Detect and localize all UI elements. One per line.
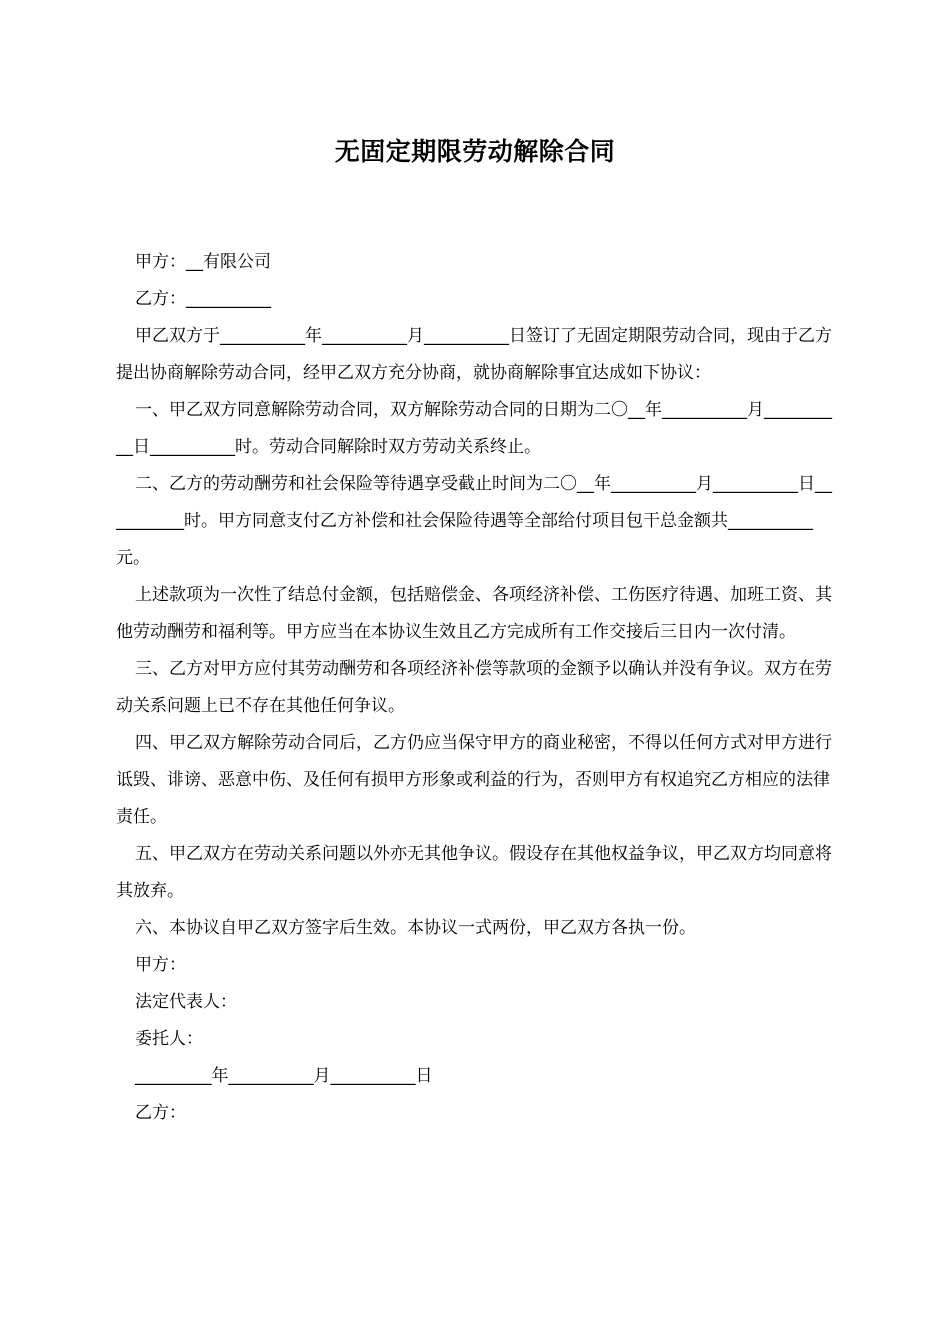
signature-legal-rep: 法定代表人：: [135, 992, 237, 1012]
paragraph-clause-3: 三、乙方对甲方应付其劳动酬劳和各项经济补偿等款项的金额予以确认并没有争议。双方在劳动关系问题上已不存在其他任何争议。: [116, 659, 832, 716]
paragraph-clause-6: 六、本协议自甲乙双方签字后生效。本协议一式两份，甲乙双方各执一份。: [135, 918, 696, 938]
paragraph-clause-1: 一、甲乙双方同意解除劳动合同，双方解除劳动合同的日期为二〇__年__________月__________日__________时。劳动合同解除时双方劳动关系终止。: [116, 400, 832, 457]
paragraph-clause-2: 二、乙方的劳动酬劳和社会保险等待遇享受截止时间为二〇__年__________月__________日__________时。甲方同意支付乙方补偿和社会保险待遇等全部给付项目包干总金额共__________元。: [116, 474, 832, 568]
signature-party-b: 乙方：: [135, 1103, 186, 1123]
signature-party-a: 甲方：: [135, 955, 186, 975]
paragraph-intro: 甲乙双方于__________年__________月__________日签订了无固定期限劳动合同，现由于乙方提出协商解除劳动合同，经甲乙双方充分协商，就协商解除事宜达成如下协议：: [116, 326, 832, 383]
signature-date: _________年__________月__________日: [135, 1066, 433, 1086]
paragraph-clause-5: 五、甲乙双方在劳动关系问题以外亦无其他争议。假设存在其他权益争议，甲乙双方均同意将其放弃。: [116, 844, 832, 901]
paragraph-payment: 上述款项为一次性了结总付金额，包括赔偿金、各项经济补偿、工伤医疗待遇、加班工资、其他劳动酬劳和福利等。甲方应当在本协议生效且乙方完成所有工作交接后三日内一次付清。: [116, 585, 832, 642]
signature-agent: 委托人：: [135, 1029, 203, 1049]
paragraph-clause-4: 四、甲乙双方解除劳动合同后，乙方仍应当保守甲方的商业秘密，不得以任何方式对甲方进行诋毁、诽谤、恶意中伤、及任何有损甲方形象或利益的行为，否则甲方有权追究乙方相应的法律责任。: [116, 733, 832, 827]
document-title: 无固定期限劳动解除合同: [334, 137, 616, 166]
document-body: [116, 244, 836, 1132]
party-b-line: 乙方：__________: [135, 289, 271, 309]
party-a-line: 甲方：__有限公司: [135, 252, 271, 272]
